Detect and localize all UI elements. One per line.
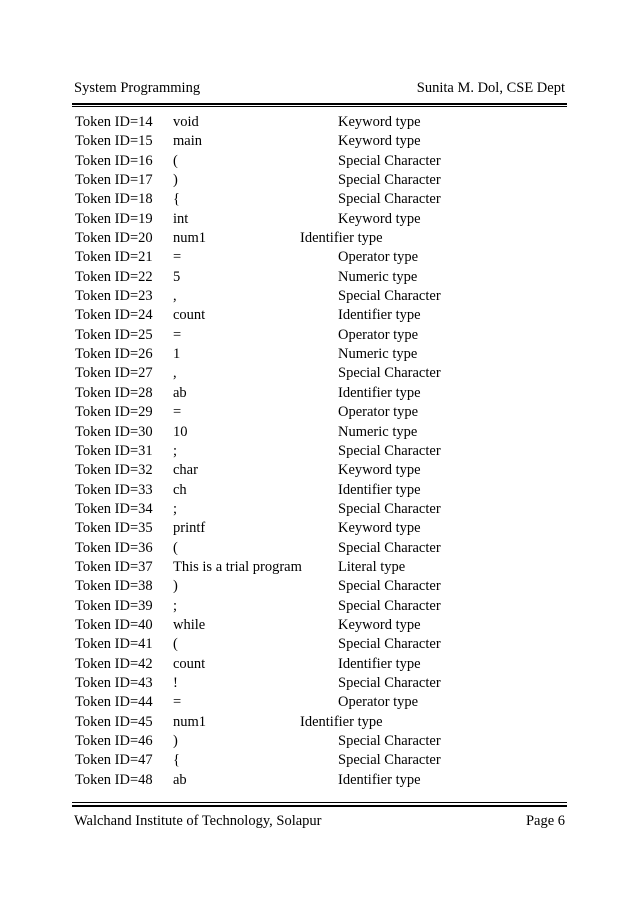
token-type: Literal type xyxy=(338,558,406,575)
token-type: Numeric type xyxy=(338,423,418,440)
token-row xyxy=(75,345,555,364)
token-lexeme: while xyxy=(173,616,206,633)
token-lexeme: num1 xyxy=(173,713,207,730)
token-id: Token ID=28 xyxy=(75,384,153,401)
token-lexeme: ; xyxy=(173,597,178,614)
token-id: Token ID=44 xyxy=(75,694,153,711)
token-lexeme: count xyxy=(173,307,206,324)
token-id: Token ID=43 xyxy=(75,674,153,691)
token-row xyxy=(75,248,555,267)
token-id: Token ID=33 xyxy=(75,481,153,498)
token-type: Special Character xyxy=(338,597,441,614)
token-lexeme: { xyxy=(173,191,180,208)
token-id: Token ID=19 xyxy=(75,210,153,227)
token-row xyxy=(75,713,555,732)
page-footer xyxy=(74,813,565,833)
token-id: Token ID=14 xyxy=(75,114,153,130)
token-lexeme: ; xyxy=(173,442,178,459)
token-lexeme: ; xyxy=(173,500,178,517)
token-row xyxy=(75,403,555,422)
token-id: Token ID=27 xyxy=(75,365,153,382)
token-row xyxy=(75,384,555,403)
token-row xyxy=(75,771,555,790)
token-row xyxy=(75,519,555,538)
token-type: Keyword type xyxy=(338,462,421,479)
token-id: Token ID=48 xyxy=(75,771,153,788)
token-id: Token ID=34 xyxy=(75,500,153,517)
header-course-title: System Programming xyxy=(74,80,201,96)
token-type: Keyword type xyxy=(338,616,421,633)
token-lexeme: = xyxy=(173,694,182,711)
token-type: Keyword type xyxy=(338,520,421,537)
token-type: Operator type xyxy=(338,404,419,421)
token-row xyxy=(75,287,555,306)
token-type: Special Character xyxy=(338,152,441,169)
token-lexeme: ( xyxy=(173,539,178,556)
footer-rule xyxy=(72,805,567,807)
token-type: Keyword type xyxy=(338,210,421,227)
page-header xyxy=(74,80,565,100)
token-type: Numeric type xyxy=(338,268,418,285)
header-author: Sunita M. Dol, CSE Dept xyxy=(416,80,565,96)
token-lexeme: ab xyxy=(173,384,187,401)
token-type: Special Character xyxy=(338,442,441,459)
token-row xyxy=(75,326,555,345)
token-type: Operator type xyxy=(338,249,419,266)
token-type: Identifier type xyxy=(300,230,383,247)
token-type: Special Character xyxy=(338,733,441,749)
token-lexeme: ) xyxy=(173,733,178,749)
header-rule xyxy=(72,103,567,105)
token-row xyxy=(75,152,555,171)
token-row xyxy=(75,500,555,519)
token-id: Token ID=47 xyxy=(75,752,153,769)
token-lexeme: ch xyxy=(173,481,187,498)
token-type: Special Character xyxy=(338,674,441,691)
token-id: Token ID=22 xyxy=(75,268,153,285)
token-type: Operator type xyxy=(338,694,419,711)
token-type: Keyword type xyxy=(338,133,421,150)
token-id: Token ID=39 xyxy=(75,597,153,614)
token-lexeme: , xyxy=(173,288,177,305)
token-row xyxy=(75,442,555,461)
token-row xyxy=(75,306,555,325)
token-row xyxy=(75,577,555,596)
token-lexeme: count xyxy=(173,655,206,672)
token-row xyxy=(75,635,555,654)
token-id: Token ID=41 xyxy=(75,636,153,653)
token-id: Token ID=24 xyxy=(75,307,153,324)
token-row xyxy=(75,210,555,229)
token-row xyxy=(75,364,555,383)
token-lexeme: main xyxy=(173,133,202,150)
token-id: Token ID=17 xyxy=(75,172,153,189)
token-row xyxy=(75,597,555,616)
token-type: Special Character xyxy=(338,191,441,208)
token-lexeme: int xyxy=(173,210,189,227)
token-id: Token ID=31 xyxy=(75,442,153,459)
token-type: Identifier type xyxy=(338,307,421,324)
token-id: Token ID=29 xyxy=(75,404,153,421)
token-type: Identifier type xyxy=(338,384,421,401)
token-lexeme: ( xyxy=(173,152,178,169)
token-lexeme: char xyxy=(173,462,198,479)
token-id: Token ID=46 xyxy=(75,733,153,749)
token-lexeme: This is a trial program xyxy=(173,558,302,575)
token-type: Identifier type xyxy=(338,771,421,788)
token-type: Special Character xyxy=(338,539,441,556)
token-id: Token ID=16 xyxy=(75,152,153,169)
token-lexeme: , xyxy=(173,365,177,382)
token-type: Identifier type xyxy=(300,713,383,730)
token-lexeme: ! xyxy=(173,674,178,691)
token-row xyxy=(75,751,555,770)
token-row xyxy=(75,655,555,674)
token-lexeme: = xyxy=(173,249,182,266)
token-id: Token ID=37 xyxy=(75,558,153,575)
token-id: Token ID=32 xyxy=(75,462,153,479)
token-id: Token ID=40 xyxy=(75,616,153,633)
token-type: Special Character xyxy=(338,172,441,189)
token-row xyxy=(75,190,555,209)
token-lexeme: = xyxy=(173,326,182,343)
token-row xyxy=(75,229,555,248)
token-id: Token ID=36 xyxy=(75,539,153,556)
token-id: Token ID=45 xyxy=(75,713,153,730)
token-row xyxy=(75,732,555,751)
token-lexeme: 10 xyxy=(173,423,188,440)
token-lexeme: void xyxy=(173,114,199,130)
token-id: Token ID=20 xyxy=(75,230,153,247)
token-row xyxy=(75,481,555,500)
token-id: Token ID=23 xyxy=(75,288,153,305)
token-row xyxy=(75,113,555,132)
token-row xyxy=(75,539,555,558)
token-lexeme: ( xyxy=(173,636,178,653)
token-type: Special Character xyxy=(338,578,441,595)
token-type: Keyword type xyxy=(338,114,421,130)
token-lexeme: 5 xyxy=(173,268,181,285)
token-lexeme: ab xyxy=(173,771,187,788)
footer-institute: Walchand Institute of Technology, Solapur xyxy=(74,813,322,829)
token-lexeme: 1 xyxy=(173,346,181,363)
token-row xyxy=(75,132,555,151)
token-type: Identifier type xyxy=(338,655,421,672)
token-lexeme: printf xyxy=(173,520,206,537)
token-lexeme: ) xyxy=(173,172,178,189)
token-type: Numeric type xyxy=(338,346,418,363)
token-row xyxy=(75,268,555,287)
token-type: Special Character xyxy=(338,365,441,382)
token-id: Token ID=15 xyxy=(75,133,153,150)
token-lexeme: { xyxy=(173,752,180,769)
token-lexeme: num1 xyxy=(173,230,207,247)
token-id: Token ID=18 xyxy=(75,191,153,208)
token-row xyxy=(75,461,555,480)
token-type: Special Character xyxy=(338,636,441,653)
token-row xyxy=(75,558,555,577)
token-type: Operator type xyxy=(338,326,419,343)
token-row xyxy=(75,423,555,442)
token-type: Special Character xyxy=(338,752,441,769)
token-type: Identifier type xyxy=(338,481,421,498)
token-id: Token ID=42 xyxy=(75,655,153,672)
token-lexeme: = xyxy=(173,404,182,421)
token-row xyxy=(75,171,555,190)
token-id: Token ID=21 xyxy=(75,249,153,266)
token-type: Special Character xyxy=(338,500,441,517)
token-id: Token ID=25 xyxy=(75,326,153,343)
token-row xyxy=(75,616,555,635)
token-row xyxy=(75,674,555,693)
footer-rule-thin xyxy=(72,802,567,803)
token-lexeme: ) xyxy=(173,578,178,595)
token-id: Token ID=35 xyxy=(75,520,153,537)
token-row xyxy=(75,693,555,712)
token-id: Token ID=38 xyxy=(75,578,153,595)
token-id: Token ID=30 xyxy=(75,423,153,440)
token-list xyxy=(75,113,555,790)
page-number: Page 6 xyxy=(525,813,565,829)
header-rule-thin xyxy=(72,106,567,107)
token-type: Special Character xyxy=(338,288,441,305)
token-id: Token ID=26 xyxy=(75,346,153,363)
